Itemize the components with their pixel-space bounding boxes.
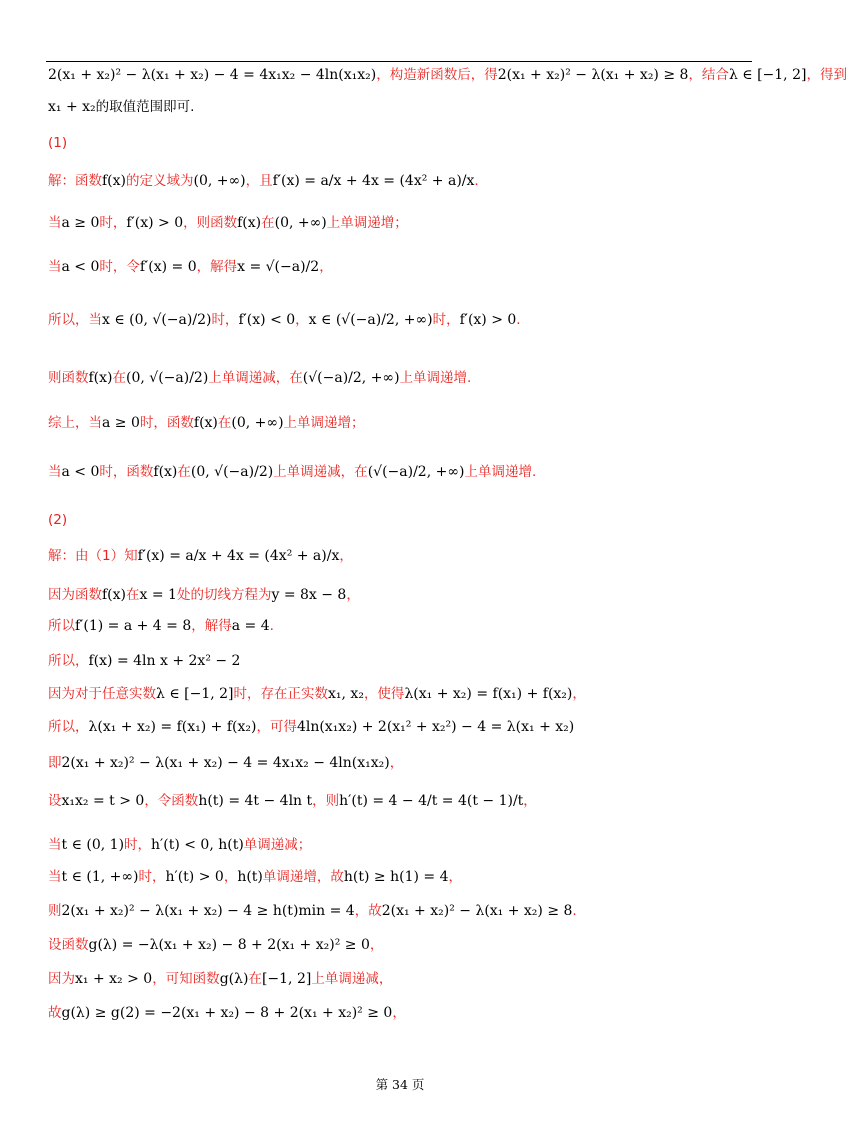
text-line-l18 xyxy=(48,752,403,774)
text-line-l6 xyxy=(48,256,333,278)
text-segment: 时，存在正实数 xyxy=(233,686,329,702)
text-segment: 在 xyxy=(217,415,232,431)
text-line-l20 xyxy=(48,834,311,856)
math-expression: t ∈ (1, +∞) xyxy=(61,869,139,885)
text-line-l5 xyxy=(48,212,408,234)
math-expression: (0, √(−a)/2) xyxy=(126,370,209,386)
text-segment: 上单调递增； xyxy=(326,215,408,231)
math-expression: f′(x) = 0 xyxy=(139,259,197,275)
text-segment: 在 xyxy=(112,370,127,386)
math-expression: λ ∈ [−1, 2] xyxy=(156,686,234,702)
text-segment: (2) xyxy=(48,512,68,528)
math-expression: 2(x₁ + x₂)² − λ(x₁ + x₂) ≥ 8 xyxy=(381,903,573,919)
text-segment: 单调递减； xyxy=(243,837,312,853)
text-line-l2 xyxy=(48,96,194,118)
text-line-l9 xyxy=(48,412,365,434)
text-line-l15 xyxy=(48,650,240,672)
text-line-l14 xyxy=(48,615,274,637)
math-expression: x₁ + x₂ > 0 xyxy=(75,971,153,987)
math-expression: f(x) xyxy=(88,370,113,386)
text-segment: 当 xyxy=(48,215,62,231)
math-expression: x = 1 xyxy=(139,587,177,603)
text-segment: 在 xyxy=(261,215,275,231)
text-segment: ， xyxy=(392,1005,406,1021)
text-line-l12 xyxy=(48,545,353,567)
text-segment: . xyxy=(572,903,577,919)
text-segment: ， xyxy=(448,869,462,885)
math-expression: 2(x₁ + x₂)² − λ(x₁ + x₂) − 4 = 4x₁x₂ − 4ln(x₁x₂) xyxy=(61,755,390,771)
math-expression: x = √(−a)/2 xyxy=(237,259,320,275)
text-segment: 当 xyxy=(48,869,62,885)
text-segment: ， xyxy=(295,312,309,328)
math-expression: a = 4 xyxy=(231,618,270,634)
text-segment: 所以， xyxy=(48,653,89,669)
text-segment: ，且 xyxy=(245,173,273,189)
math-expression: 4ln(x₁x₂) + 2(x₁² + x₂²) − 4 = λ(x₁ + x₂) xyxy=(296,719,575,735)
math-expression: f(x) xyxy=(237,215,262,231)
text-segment: 上单调递减，在 xyxy=(273,464,368,480)
math-expression: [−1, 2] xyxy=(261,971,312,987)
text-segment: 处的切线方程为 xyxy=(176,587,272,603)
math-expression: f(x) xyxy=(193,415,218,431)
text-line-l21 xyxy=(48,866,462,888)
text-segment: 当 xyxy=(48,259,62,275)
math-expression: a ≥ 0 xyxy=(61,215,100,231)
math-expression: f′(x) < 0 xyxy=(238,312,296,328)
text-segment: 即 xyxy=(48,755,62,771)
text-segment: 当 xyxy=(48,464,62,480)
text-line-l17 xyxy=(48,716,574,738)
text-segment: 时， xyxy=(211,312,239,328)
page-number: 第 34 页 xyxy=(375,1077,425,1092)
math-expression: f(x) xyxy=(153,464,178,480)
text-line-l10 xyxy=(48,461,536,483)
text-segment: ，故 xyxy=(354,903,382,919)
text-segment: 则函数 xyxy=(48,370,89,386)
text-segment: 因为对于任意实数 xyxy=(48,686,156,702)
text-segment: ，可得 xyxy=(256,719,297,735)
text-segment: 所以，当 xyxy=(48,312,102,328)
text-segment: ， xyxy=(572,686,586,702)
math-expression: g(λ) = −λ(x₁ + x₂) − 8 + 2(x₁ + x₂)² ≥ 0 xyxy=(88,937,370,953)
text-line-l8 xyxy=(48,367,471,389)
math-expression: h′(t) > 0 xyxy=(165,869,224,885)
text-segment: 当 xyxy=(48,837,62,853)
text-segment: 时，函数 xyxy=(99,464,154,480)
text-segment: ， xyxy=(369,937,384,953)
text-segment: 上单调递增； xyxy=(283,415,365,431)
text-segment: ，构造新函数后，得 xyxy=(376,67,498,83)
math-expression: a < 0 xyxy=(61,259,100,275)
text-segment: ，解得 xyxy=(196,259,238,275)
text-segment: 解：由（1）知 xyxy=(48,548,138,564)
math-expression: 2(x₁ + x₂)² − λ(x₁ + x₂) − 4 = 4x₁x₂ − 4ln(x₁x₂) xyxy=(48,67,377,83)
text-segment: 设函数 xyxy=(48,937,89,953)
text-segment: ， xyxy=(523,793,537,809)
text-line-l16 xyxy=(48,683,586,705)
math-expression: g(λ) ≥ g(2) = −2(x₁ + x₂) − 8 + 2(x₁ + x₂)² ≥ 0 xyxy=(61,1005,393,1021)
text-segment: ， xyxy=(346,587,360,603)
text-segment: 所以， xyxy=(48,719,89,735)
text-segment: 故 xyxy=(48,1005,62,1021)
text-segment: . xyxy=(474,173,479,189)
math-expression: a ≥ 0 xyxy=(102,415,140,431)
math-expression: λ(x₁ + x₂) = f(x₁) + f(x₂) xyxy=(404,686,573,702)
text-segment: ， xyxy=(223,869,238,885)
text-segment: 单调递增，故 xyxy=(262,869,344,885)
text-segment: ，使得 xyxy=(363,686,405,702)
math-expression: f′(x) > 0 xyxy=(126,215,184,231)
math-expression: (0, √(−a)/2) xyxy=(190,464,274,480)
text-segment: ，结合 xyxy=(688,67,729,83)
text-segment: . xyxy=(269,618,274,634)
math-expression: t ∈ (0, 1) xyxy=(61,837,125,853)
text-segment: 解：函数 xyxy=(48,173,102,189)
text-segment: 时， xyxy=(124,837,152,853)
text-segment: ，则 xyxy=(312,793,340,809)
math-expression: x₁x₂ = t > 0 xyxy=(61,793,145,809)
math-expression: x₁, x₂ xyxy=(328,686,364,702)
math-expression: g(λ) xyxy=(219,971,249,987)
text-segment: 设 xyxy=(48,793,62,809)
text-line-l3 xyxy=(48,132,67,154)
text-segment: 时， xyxy=(138,869,166,885)
math-expression: (√(−a)/2, +∞) xyxy=(367,464,465,480)
text-line-l1 xyxy=(48,64,847,86)
text-segment: 上单调递减，在 xyxy=(208,370,303,386)
math-expression: a < 0 xyxy=(61,464,100,480)
text-segment: ，令函数 xyxy=(144,793,199,809)
text-segment: ，解得 xyxy=(191,618,232,634)
math-expression: λ ∈ [−1, 2] xyxy=(728,67,807,83)
text-line-l24 xyxy=(48,968,392,990)
math-expression: h′(t) < 0, h(t) xyxy=(151,837,244,853)
text-segment: ， xyxy=(389,755,404,771)
math-expression: f(x) xyxy=(102,173,127,189)
text-segment: 时， xyxy=(432,312,460,328)
math-expression: 2(x₁ + x₂)² − λ(x₁ + x₂) ≥ 8 xyxy=(497,67,689,83)
text-segment: 上单调递减， xyxy=(311,971,393,987)
text-line-l4 xyxy=(48,170,479,192)
math-expression: f′(x) > 0 xyxy=(459,312,517,328)
text-line-l25 xyxy=(48,1002,406,1024)
math-expression: f′(1) = a + 4 = 8 xyxy=(75,618,192,634)
text-line-l19 xyxy=(48,790,537,812)
text-segment: 时， xyxy=(99,215,127,231)
text-line-l22 xyxy=(48,900,577,922)
top-rule xyxy=(46,61,752,62)
text-segment: 因为函数 xyxy=(48,587,102,603)
text-segment: 所以 xyxy=(48,618,75,634)
text-line-l7 xyxy=(48,309,521,331)
math-expression: h(t) = 4t − 4ln t xyxy=(198,793,313,809)
text-segment: 在 xyxy=(177,464,191,480)
text-segment: 上单调递增. xyxy=(464,464,537,480)
math-expression: 2(x₁ + x₂)² − λ(x₁ + x₂) − 4 ≥ h(t)min = 4 xyxy=(61,903,355,919)
math-expression: (0, +∞) xyxy=(193,173,246,189)
math-expression: y = 8x − 8 xyxy=(271,587,347,603)
text-segment: ，可知函数 xyxy=(152,971,220,987)
text-segment: ，得到 xyxy=(806,67,847,83)
math-expression: f′(x) = a/x + 4x = (4x² + a)/x xyxy=(272,173,475,189)
text-segment: 时，令 xyxy=(99,259,140,275)
text-segment: ， xyxy=(339,548,353,564)
math-expression: x ∈ (0, √(−a)/2) xyxy=(102,312,212,328)
math-expression: h′(t) = 4 − 4/t = 4(t − 1)/t xyxy=(339,793,524,809)
text-line-l23 xyxy=(48,934,383,956)
text-segment: 的取值范围即可. xyxy=(95,99,195,115)
text-segment: . xyxy=(516,312,521,328)
text-line-l13 xyxy=(48,584,360,606)
text-segment: 上单调递增. xyxy=(399,370,472,386)
math-expression: f(x) = 4ln x + 2x² − 2 xyxy=(88,653,241,669)
text-segment: 则 xyxy=(48,903,62,919)
math-expression: x₁ + x₂ xyxy=(48,99,96,115)
math-expression: λ(x₁ + x₂) = f(x₁) + f(x₂) xyxy=(88,719,257,735)
math-expression: (0, +∞) xyxy=(274,215,327,231)
text-segment: 在 xyxy=(126,587,140,603)
math-expression: (0, +∞) xyxy=(231,415,284,431)
text-segment: (1) xyxy=(48,135,68,151)
math-expression: f′(x) = a/x + 4x = (4x² + a)/x xyxy=(137,548,340,564)
math-expression: f(x) xyxy=(102,587,127,603)
text-segment: ，则函数 xyxy=(183,215,238,231)
math-expression: (√(−a)/2, +∞) xyxy=(302,370,400,386)
text-segment: 在 xyxy=(248,971,262,987)
math-expression: h(t) ≥ h(1) = 4 xyxy=(343,869,449,885)
text-segment: ， xyxy=(319,259,333,275)
text-segment: 的定义域为 xyxy=(126,173,194,189)
math-expression: x ∈ (√(−a)/2, +∞) xyxy=(308,312,433,328)
text-segment: 因为 xyxy=(48,971,75,987)
text-segment: 时，函数 xyxy=(139,415,194,431)
math-expression: h(t) xyxy=(237,869,263,885)
text-segment: 综上，当 xyxy=(48,415,102,431)
text-line-l11 xyxy=(48,509,67,531)
